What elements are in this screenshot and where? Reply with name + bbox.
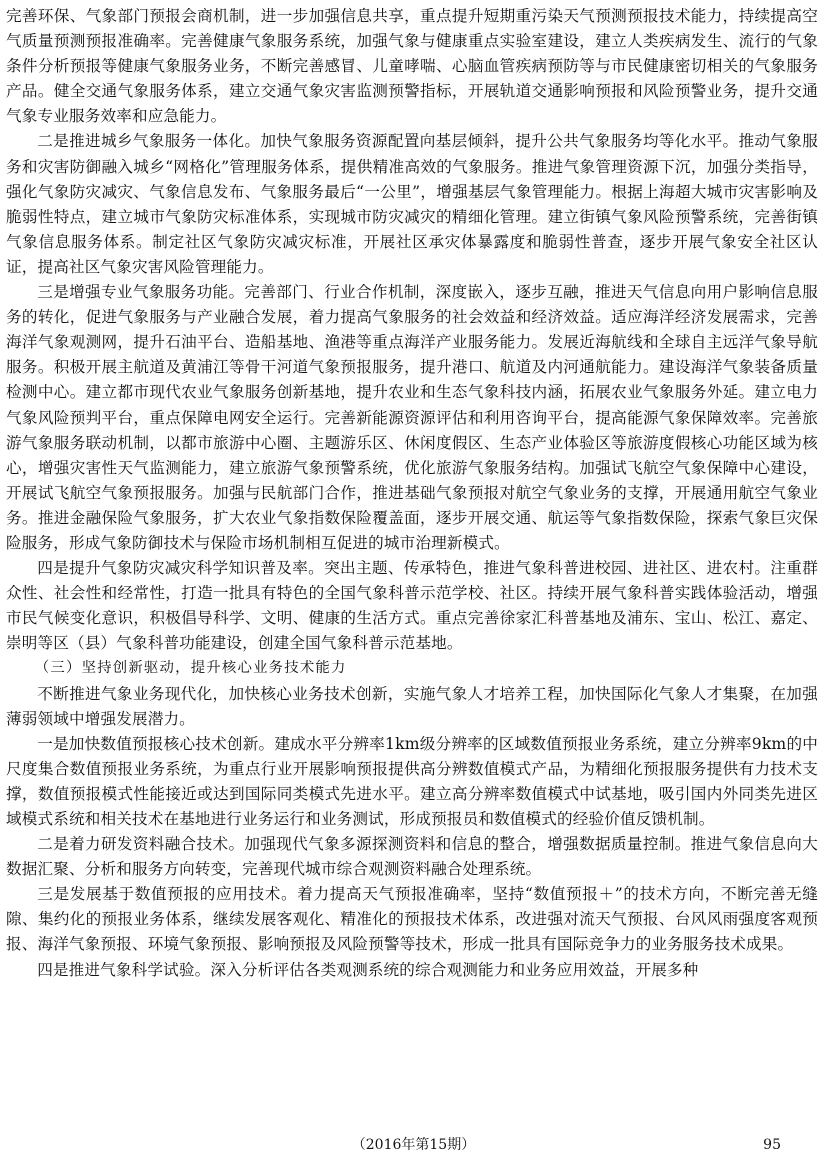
issue-label: （2016年第15期） — [351, 1137, 476, 1153]
paragraph-science-popularization: 四是提升气象防灾减灾科学知识普及率。突出主题、传承特色，推进气象科普进校园、进社区、进农村。注重群众性、社会性和经常性，打造一批具有特色的全国气象科普示范学校、社区。持续开展气象科普实践体验活动，增强市民气候变化意识，积极倡导科学、文明、健康的生活方式。重点完善徐家汇科普基地及浦东、宝山、松江、嘉定、崇明等区（县）气象科普功能建设，创建全国气象科普示范基地。 — [6, 559, 818, 653]
section-heading: （三）坚持创新驱动，提升核心业务技术能力 — [34, 660, 347, 677]
paragraph-data-fusion: 二是着力研发资料融合技术。加强现代气象多源探测资料和信息的整合，增强数据质量控制。推进气象信息向大数据汇聚、分析和服务方向转变，完善现代城市综合观测资料融合处理系统。 — [6, 835, 818, 879]
paragraph-science-experiment: 四是推进气象科学试验。深入分析评估各类观测系统的综合观测能力和业务应用效益，开展多种 — [37, 960, 699, 979]
paragraph-application-tech: 三是发展基于数值预报的应用技术。着力提高天气预报准确率，坚持“数值预报＋”的技术方向，不断完善无缝隙、集约化的预报业务体系，继续发展客观化、精准化的预报技术体系，改进强对流天气预报、台风风雨强度客观预报、海洋气象预报、环境气象预报、影响预报及风险预警等技术，形成一批具有国际竞争力的业务服务技术成果。 — [6, 885, 818, 954]
paragraph-urban-rural-service: 二是推进城乡气象服务一体化。加快气象服务资源配置向基层倾斜，提升公共气象服务均等化水平。推动气象服务和灾害防御融入城乡“网格化”管理服务体系，提供精准高效的气象服务。推进气象管理资源下沉，加强分类指导，强化气象防灾减灾、气象信息发布、气象服务最后“一公里”，增强基层气象管理能力。根据上海超大城市灾害影响及脆弱性特点，建立城市气象防灾标准体系，实现城市防灾减灾的精细化管理。建立街镇气象风险预警系统，完善街镇气象信息服务体系。制定社区气象防灾减灾标准，开展社区承灾体暴露度和脆弱性普查，逐步开展气象安全社区认证，提高社区气象灾害风险管理能力。 — [6, 132, 818, 276]
paragraph-section-intro: 不断推进气象业务现代化，加快核心业务技术创新，实施气象人才培养工程，加快国际化气象人才集聚，在加强薄弱领域中增强发展潜力。 — [6, 684, 818, 728]
document-body — [6, 4, 818, 983]
paragraph-numerical-forecast: 一是加快数值预报核心技术创新。建成水平分辨率1km级分辨率的区域数值预报业务系统，建立分辨率9km的中尺度集合数值预报业务系统，为重点行业开展影响预报提供高分辨数值模式产品，为精细化预报服务提供有力技术支撑，数值预报模式性能接近或达到国际同类模式先进水平。建立高分辨率数值模式中试基地，吸引国内外同类先进区域模式系统和相关技术在基地进行业务运行和业务测试，形成预报员和数值模式的经验价值反馈机制。 — [6, 734, 818, 828]
paragraph-continuation: 完善环保、气象部门预报会商机制，进一步加强信息共享，重点提升短期重污染天气预测预报技术能力，持续提高空气质量预测预报准确率。完善健康气象服务系统，加强气象与健康重点实验室建设，建立人类疾病发生、流行的气象条件分析预报等健康气象服务业务，不断完善感冒、儿童哮喘、心脑血管疾病预防等与市民健康密切相关的气象服务产品。健全交通气象服务体系，建立交通气象灾害监测预警指标，开展轨道交通影响预报和风险预警业务，提升交通气象专业服务效率和应急能力。 — [6, 7, 818, 126]
page-number: 95 — [763, 1137, 781, 1153]
page-footer — [0, 1130, 827, 1160]
paragraph-professional-service: 三是增强专业气象服务功能。完善部门、行业合作机制，深度嵌入，逐步互融，推进天气信息向用户影响信息服务的转化，促进气象服务与产业融合发展，着力提高气象服务的社会效益和经济效益。适应海洋经济发展需求，完善海洋气象观测网，提升石油平台、造船基地、渔港等重点海洋产业服务能力。发展近海航线和全球自主远洋气象导航服务。积极开展主航道及黄浦江等骨干河道气象预报服务，提升港口、航道及内河通航能力。建设海洋气象装备质量检测中心。建立都市现代农业气象服务创新基地，提升农业和生态气象科技内涵，拓展农业气象服务外延。建立电力气象风险预判平台，重点保障电网安全运行。完善新能源资源评估和利用咨询平台，提高能源气象保障效率。完善旅游气象服务联动机制，以都市旅游中心圈、主题游乐区、休闲度假区、生态产业体验区等旅游度假核心功能区域为核心，增强灾害性天气监测能力，建立旅游气象预警系统，优化旅游气象服务结构。加强试飞航空气象保障中心建设，开展试飞航空气象预报服务。加强与民航部门合作，推进基础气象预报对航空气象业务的支撑，开展通用航空气象业务。推进金融保险气象服务，扩大农业气象指数保险覆盖面，逐步开展交通、航运等气象指数保险，探索气象巨灾保险服务，形成气象防御技术与保险市场机制相互促进的城市治理新模式。 — [6, 283, 818, 552]
